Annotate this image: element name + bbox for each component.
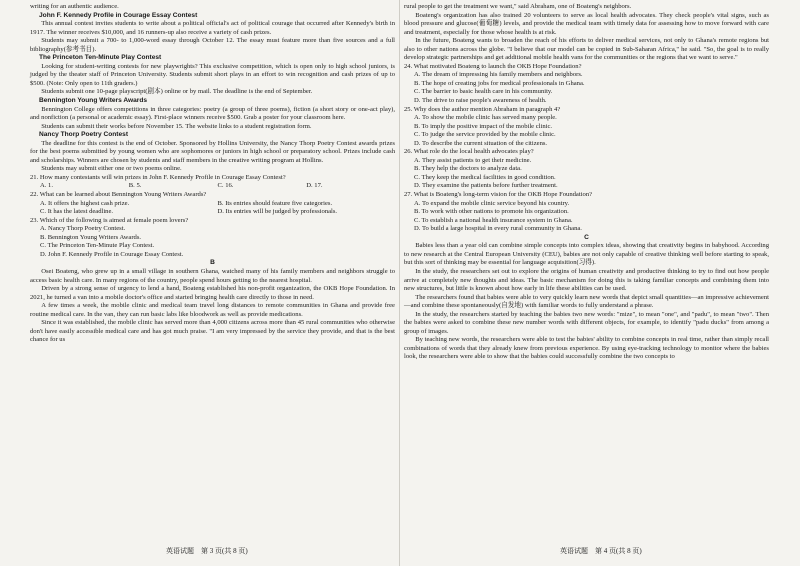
nancy-p1: The deadline for this contest is the end of October. Sponsored by Hollins University, the Nancy Thorp Poetry Contest awards prizes for the best poems submitted by young women who are sophomores or juniors in high school or preparatory school. Prizes include cash and scholarships. Winners are chosen by students and staff members in the creative writing program at Hollins. (30, 139, 395, 164)
q24-option-a[interactable]: A. The dream of impressing his family members and neighbors. (414, 71, 583, 79)
q25-option-c[interactable]: C. To judge the service provided by the mobile clinic. (414, 131, 556, 139)
q23-option-c[interactable]: C. The Princeton Ten-Minute Play Contest. (40, 242, 155, 250)
q21-option-b[interactable]: B. 5. (128, 182, 142, 190)
c-paragraph-5: By teaching new words, the researchers were able to test the babies' ability to combine concepts in real time, rather than simply recall combinations of words that they already knew from previous experience. By using eye-tracking technology to monitor where the babies look, the researchers were able to show that the babies could successfully combine the two concepts to (404, 336, 769, 361)
c-paragraph-2: In the study, the researchers set out to explore the origins of human creativity and productive thinking to try to find out how people arrive at completely new thoughts and ideas. The basic mechanism for doing this is taking familiar concepts and combining them into new structures, but little is known about how early in life these abilities can be used. (404, 267, 769, 293)
q27-option-b[interactable]: B. To work with other nations to promote his organization. (414, 208, 569, 216)
b-paragraph-6: In the future, Boateng wants to broaden the reach of his efforts to deliver medical services, not only to Ghana's remote regions but also to other nations across the globe. "I believe that our model can be copied in Sub-Saharan Africa," he said. "So, the goal is to really develop strategic partnerships and get additional mobile health vans for the communities or the regions that we want to serve." (404, 37, 769, 62)
b-paragraph-2: Driven by a strong sense of urgency to lend a hand, Boateng established his non-profit organization, the OKB Hope Foundation. In 2021, he turned a van into a mobile doctor's office and started bringing health care directly to those in need. (30, 285, 395, 301)
b-paragraph-1: Osei Boateng, who grew up in a small village in southern Ghana, watched many of his family members and neighbors struggle to access basic health care. In many regions of the country, people spend hours getting to the nearest hospital. (30, 267, 395, 284)
b-paragraph-4: Since it was established, the mobile clinic has served more than 4,000 citizens across more than 45 rural communities who otherwise don't have easily accessible medical care and has got much praise. "I am very impressed by the service they provide, and that is the best chance for us (30, 319, 395, 344)
c-paragraph-1: Babies less than a year old can combine simple concepts into complex ideas, showing that creativity begins in babyhood. According to new research at the Central European University (CEU), babies are not only capable of creative thinking well before starting to speak, but this sort of thinking may be essential for language acquisition(习得). (404, 242, 769, 267)
q24-option-b[interactable]: B. The hope of creating jobs for medical professionals in Ghana. (414, 79, 585, 87)
nancy-title: Nancy Thorp Poetry Contest (39, 131, 129, 139)
q21-option-d[interactable]: D. 17. (306, 182, 323, 190)
q27-option-a[interactable]: A. To expand the mobile clinic service beyond his country. (414, 199, 570, 207)
question-22-options-ab (30, 200, 395, 209)
q26-option-d[interactable]: D. They examine the patients before further treatment. (414, 182, 558, 190)
intro-tail: writing for an authentic audience. (30, 3, 119, 10)
bennington-p1: Bennington College offers competitions in three categories: poetry (a group of three poems), fiction (a short story or one-act play), and nonfiction (a personal or academic essay). First-place winners receive $500. Grab a poster for your classroom here. (30, 105, 395, 122)
c-paragraph-4: In the study, the researchers started by teaching the babies two new words: "mize", to mean "one", and "padu", to mean "two". Then the babies were asked to combine these new number words with different objects, for example, to identify "padu ducks" from among a group of images. (404, 310, 769, 335)
bennington-title: Bennington Young Writers Awards (39, 97, 148, 105)
q21-option-c[interactable]: C. 16. (217, 182, 234, 190)
q26-option-c[interactable]: C. They keep the medical facilities in good condition. (414, 173, 556, 181)
q21-option-a[interactable]: A. 1. (40, 182, 54, 190)
q23-option-a[interactable]: A. Nancy Thorp Poetry Contest. (40, 225, 126, 233)
princeton-p1: Looking for student-writing contests for new playwrights? This exclusive competition, which is open only to high school juniors, is judged by the theater staff of Princeton University. Students submit short plays in an effort to win recognition and cash prizes of up to $500. (Note: Only open to 11th graders.) (30, 62, 395, 87)
b-continuation: rural people to get the treatment we want," said Abraham, one of Boateng's neighbors. (404, 3, 632, 10)
q24-option-d[interactable]: D. The drive to raise people's awareness of health. (414, 97, 547, 105)
q26-option-b[interactable]: B. They help the doctors to analyze data. (414, 165, 522, 173)
kennedy-title: John F. Kennedy Profile in Courage Essay Contest (39, 11, 198, 19)
left-column (30, 3, 395, 345)
q27-option-d[interactable]: D. To build a large hospital in every rural community in Ghana. (414, 225, 582, 233)
section-b-heading: B (210, 259, 215, 267)
princeton-p2: Students submit one 10-page playscript(剧本) online or by mail. The deadline is the end of September. (41, 88, 313, 96)
right-column (404, 3, 769, 362)
c-paragraph-3: The researchers found that babies were able to very quickly learn new words that depict small quantities—an impressive achievement—and combine these spontaneously(自发地) with familiar words to fully understand a phrase. (404, 293, 769, 310)
q23-option-b[interactable]: B. Bennington Young Writers Awards. (40, 233, 142, 241)
princeton-title: The Princeton Ten-Minute Play Contest (39, 54, 162, 62)
question-23: 23. Which of the following is aimed at female poem lovers? (30, 216, 189, 224)
section-c-heading: C (584, 233, 589, 241)
question-27: 27. What is Boateng's long-term vision for the OKB Hope Foundation? (404, 191, 593, 199)
page-divider (399, 0, 400, 566)
q25-option-d[interactable]: D. To describe the current situation of the citizens. (414, 139, 548, 147)
left-page-footer: 英语试题 第 3 页(共 8 页) (166, 547, 248, 555)
q25-option-a[interactable]: A. To show the mobile clinic has served many people. (414, 114, 557, 122)
kennedy-p2: Students may submit a 700- to 1,000-word essay through October 12. The essay must feature more than five sources and a full bibliography(参考书目). (30, 37, 395, 53)
q27-option-c[interactable]: C. To establish a national health insurance system in Ghana. (414, 216, 573, 224)
question-22: 22. What can be learned about Bennington Young Writers Awards? (30, 191, 207, 199)
q25-option-b[interactable]: B. To imply the positive impact of the mobile clinic. (414, 122, 553, 130)
question-24: 24. What motivated Boateng to launch the OKB Hope Foundation? (404, 62, 582, 70)
q22-option-c[interactable]: C. It has the latest deadline. (40, 208, 114, 216)
b-paragraph-3: A few times a week, the mobile clinic and medical team travel long distances to remote communities in Ghana and provide free routine medical care. In the van, they can run basic labs like bloodwork as well as provide medications. (30, 302, 395, 318)
q22-option-b[interactable]: B. Its entries should feature five categories. (217, 199, 333, 207)
bennington-p2: Students can submit their works before November 15. The website links to a student registration form. (41, 122, 312, 130)
q26-option-a[interactable]: A. They assist patients to get their medicine. (414, 156, 532, 164)
question-21-options (30, 182, 395, 191)
question-26: 26. What role do the local health advocates play? (404, 148, 534, 156)
q24-option-c[interactable]: C. The barrier to basic health care in his community. (414, 88, 553, 96)
kennedy-p1: This annual contest invites students to write about a political official's act of political courage that occurred after Kennedy's birth in 1917. The winner receives $10,000, and 16 runners-up also receive a variety of cash prizes. (30, 20, 395, 36)
right-page-footer: 英语试题 第 4 页(共 8 页) (560, 547, 642, 555)
question-21: 21. How many contestants will win prizes in John F. Kennedy Profile in Courage Essay Contest? (30, 173, 286, 181)
b-paragraph-5: Boateng's organization has also trained 20 volunteers to serve as local health advocates. They check people's vital signs, such as blood pressure and glucose(葡萄糖) levels, and provide the medical team with timely data for assessing how to move forward with care and treatment, especially for those whose health is at risk. (404, 11, 769, 36)
question-25: 25. Why does the author mention Abraham in paragraph 4? (404, 105, 561, 113)
q23-option-d[interactable]: D. John F. Kennedy Profile in Courage Essay Contest. (40, 250, 184, 258)
q22-option-d[interactable]: D. Its entries will be judged by professionals. (217, 208, 338, 216)
question-22-options-cd (30, 208, 395, 217)
q22-option-a[interactable]: A. It offers the highest cash prize. (40, 199, 130, 207)
nancy-p2: Students may submit either one or two poems online. (41, 165, 182, 173)
